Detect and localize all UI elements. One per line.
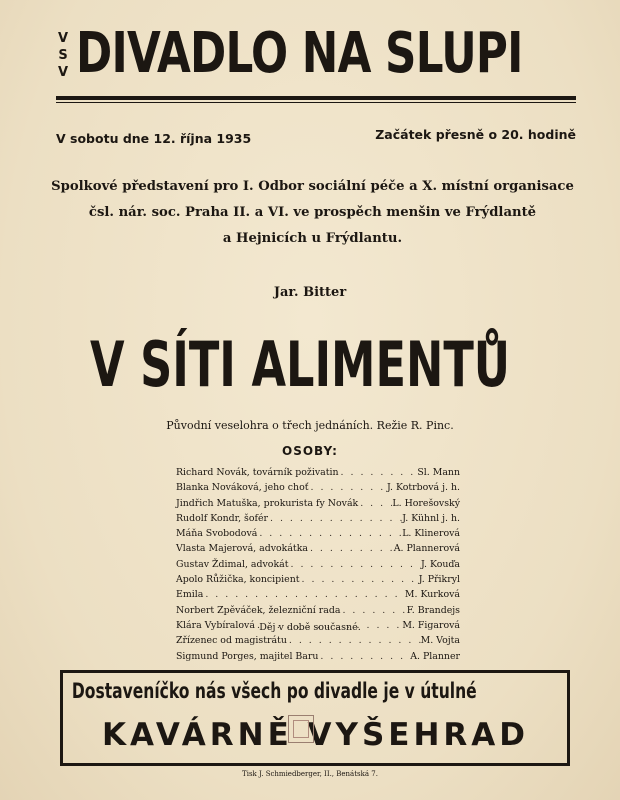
cast-actor: Sl. Mann — [417, 467, 460, 478]
cast-actor: A. Planner — [410, 650, 460, 662]
leader-dots — [257, 526, 402, 541]
play-subtitle: Původní veselohra o třech jednáních. Režie R. Pinc. — [166, 419, 454, 432]
leader-dots — [300, 572, 419, 587]
revenue-stamp — [288, 715, 314, 743]
cast-role: Apolo Růžička, koncipient — [176, 574, 300, 586]
leader-dots — [268, 511, 402, 526]
cast-role: Vlasta Majerová, advokátka — [176, 543, 308, 555]
cast-actor: A. Plannerová — [393, 543, 460, 555]
leader-dots — [339, 465, 418, 480]
era-note: Děj v době současné. — [259, 622, 361, 633]
cast-row — [176, 557, 460, 572]
cast-row — [176, 511, 460, 526]
cast-row — [176, 649, 460, 664]
cast-role: Rudolf Kondr, šofér — [176, 512, 268, 524]
cast-role: Norbert Zpěváček, železniční rada — [176, 604, 341, 616]
header-rule-thin — [56, 102, 576, 103]
cast-role: Sigmund Porges, majitel Baru — [176, 650, 319, 662]
cast-role: Jindřich Matuška, prokurista fy Novák — [176, 497, 359, 509]
description — [40, 174, 585, 252]
author: Jar. Bitter — [273, 285, 347, 300]
leader-dots — [203, 587, 405, 602]
cast-actor: L. Horešovský — [392, 497, 460, 509]
leader-dots — [318, 649, 410, 664]
cast-heading: OSOBY: — [282, 444, 338, 458]
cast-row — [176, 526, 460, 541]
leader-dots — [308, 541, 394, 556]
cast-row — [176, 465, 460, 480]
cast-list — [176, 465, 460, 664]
cast-actor: L. Klinerová — [402, 528, 460, 540]
cast-role: Emila — [176, 589, 204, 601]
cast-row — [176, 587, 460, 602]
cast-row — [176, 572, 460, 587]
cast-role: Zřízenec od magistrátu — [176, 635, 287, 647]
poster-header — [56, 22, 576, 92]
start-time: Začátek přesně o 20. hodině — [375, 127, 576, 142]
cast-row — [176, 603, 460, 618]
cafe-advert — [60, 670, 570, 766]
cast-actor: J. Přikryl — [418, 574, 460, 586]
description-line: Spolkové představení pro I. Odbor sociální péče a X. místní organisace — [51, 179, 574, 194]
cast-role: Richard Novák, továrník poživatin — [176, 467, 339, 478]
cast-actor: J. Kotrbová j. h. — [386, 482, 460, 494]
cast-role: Blanka Nováková, jeho choť — [176, 482, 309, 494]
vsv-monogram: V S V — [57, 31, 69, 80]
cast-row — [176, 633, 460, 648]
cast-actor: F. Brandejs — [406, 604, 460, 616]
cast-actor: M. Kurková — [404, 589, 460, 601]
advert-line: Dostaveníčko nás všech po divadle je v útulné — [71, 679, 477, 703]
play-title: V SÍTI ALIMENTŮ — [90, 328, 511, 401]
cast-row — [176, 541, 460, 556]
description-line: čsl. nár. soc. Praha II. a VI. ve prospěch menšin ve Frýdlantě — [88, 205, 537, 220]
leader-dots — [309, 480, 387, 495]
leader-dots — [289, 557, 421, 572]
leader-dots — [287, 633, 421, 648]
leader-dots — [340, 603, 406, 618]
cast-role: Gustav Ždimal, advokát — [176, 558, 289, 570]
performance-date: V sobotu dne 12. října 1935 — [56, 131, 252, 146]
description-line: a Hejnicích u Frýdlantu. — [222, 231, 403, 246]
printer-credit: Tisk J. Schmiedberger, II., Benátská 7. — [242, 770, 378, 778]
cast-actor: J. Kühnl j. h. — [402, 512, 460, 524]
cast-row — [176, 496, 460, 511]
cast-role: Klára Vybíralová — [176, 619, 255, 631]
cast-role: Máňa Svobodová — [176, 528, 258, 540]
cast-row — [176, 480, 460, 495]
theatre-title: DIVADLO NA SLUPI — [76, 21, 523, 86]
advert-cafe-name: KAVÁRNĚ VYŠEHRAD — [101, 717, 530, 753]
cast-actor: M. Vojta — [420, 635, 460, 647]
leader-dots — [358, 496, 392, 511]
cast-actor: J. Kouďa — [420, 558, 460, 570]
cast-actor: M. Figarová — [402, 619, 460, 631]
header-rule-thick — [56, 96, 576, 100]
